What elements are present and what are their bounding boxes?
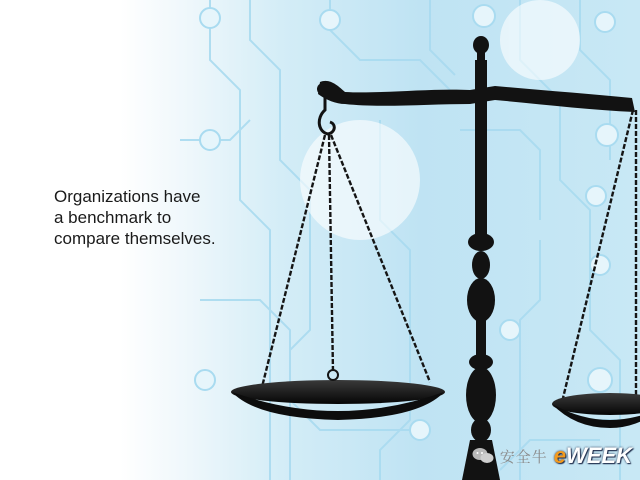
eweek-logo xyxy=(554,443,632,469)
footer-branding xyxy=(472,442,632,470)
chat-bubble-icon xyxy=(472,447,494,465)
logo-suffix: WEEK xyxy=(566,443,632,468)
headline-line-3: compare themselves. xyxy=(54,229,216,248)
logo-prefix: e xyxy=(553,443,566,468)
headline-line-1: Organizations have xyxy=(54,187,201,206)
wechat-account-label: 安全牛 xyxy=(499,447,548,466)
headline-line-2: a benchmark to xyxy=(54,208,172,227)
